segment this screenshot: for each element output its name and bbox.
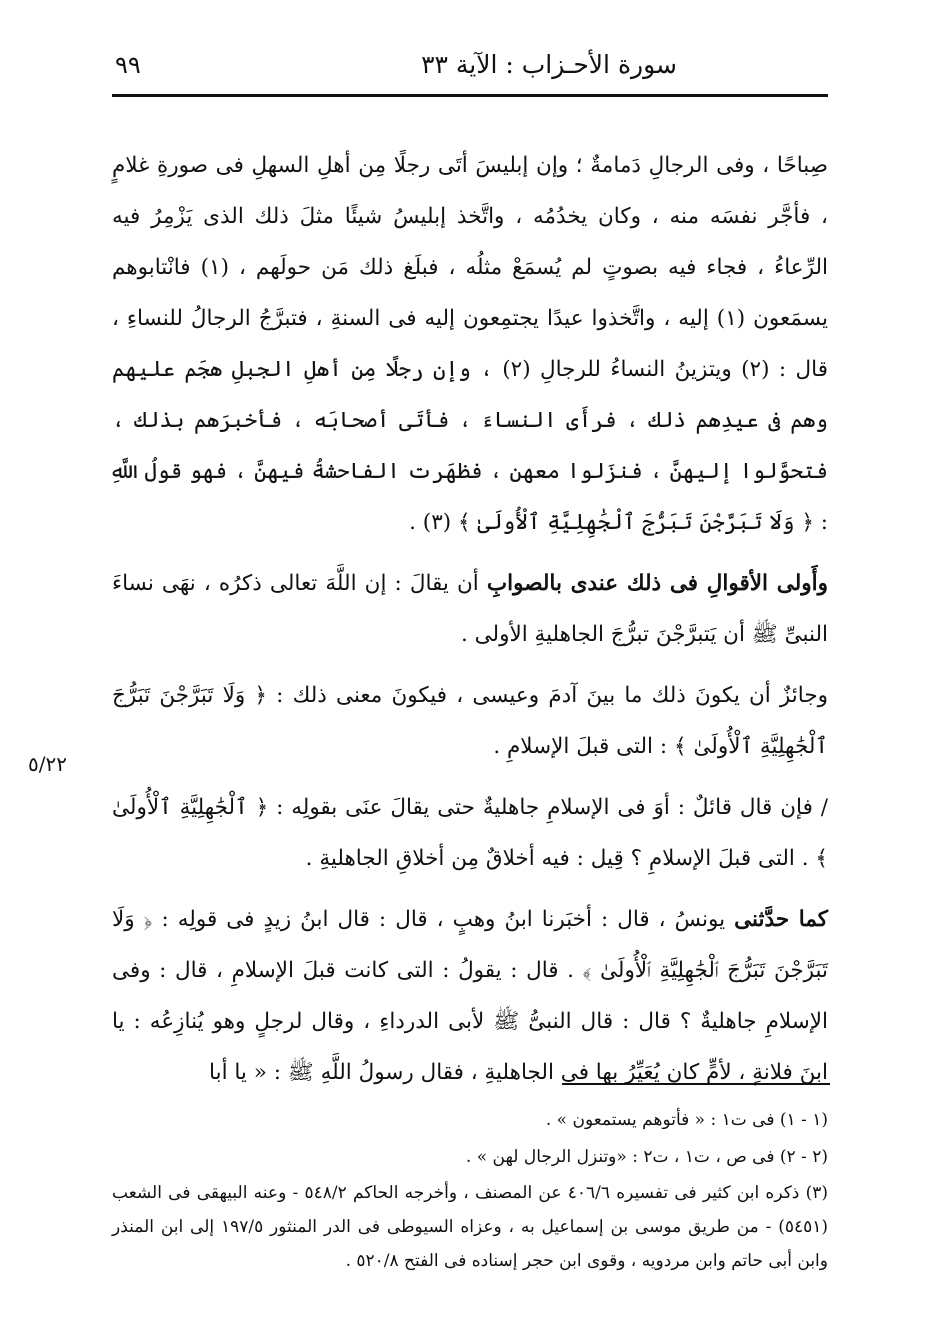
header-rule: [112, 94, 828, 97]
paragraph-lead: وأَولى الأقوالِ فى ذلك عندى بالصوابِ: [486, 571, 828, 596]
page-header: [115, 45, 827, 87]
paragraph-text: / فإن قال قائلٌ : أوَ فى الإسلامِ جاهليةٌ حتى يقالَ عنَى بقولِه : ﴿ ٱلْجَٰهِلِيَّةِ ٱلْأُولَىٰ ﴾ . التى قبلَ الإسلامِ ؟ قِيل : فيه أخلاقٌ مِن أخلاقِ الجاهليةِ .: [112, 795, 828, 871]
footnote-rule: [562, 1083, 830, 1085]
paragraph-lead: كما حدَّثنى: [734, 907, 828, 932]
paragraph-5: [112, 894, 828, 1098]
paragraph-2: [112, 558, 828, 660]
paragraph-3: [112, 670, 828, 772]
paragraph-1: [112, 140, 828, 548]
paragraph-text: وجائزٌ أن يكونَ ذلك ما بينَ آدمَ وعيسى ، فيكونَ معنى ذلك : ﴿ وَلَا تَبَرَّجْنَ تَبَرُّجَ ٱلْجَٰهِلِيَّةِ ٱلْأُولَىٰ ﴾ : التى قبلَ الإسلامِ .: [112, 683, 828, 759]
paragraph-text: صِباحًا ، وفى الرجالِ دَمامةٌ ؛ وإن إبليسَ أتَى رجلًا مِن أهلِ السهلِ فى صورةِ غلامٍ ، فأجَّر نفسَه منه ، وكان يخدُمُه ، واتَّخذ إبليسُ شيئًا مثلَ ذلك الذى يَزْمِرُ فيه الرِّعاءُ ، فجاء فيه بصوتٍ لم يُسمَعْ مثلُه ، فبلَغ ذلك مَن حولَهم ، (١) فانْتابوهم يسمَعون (١) إليه ، واتَّخذوا عيدًا يجتمِعون إليه فى السنةِ ، فتبرَّجُ الرجالُ للنساءِ ، قال : (٢) ويتزينُ النساءُ للرجالِ (٢) ، وإن رجلًا مِن أهلِ الجبلِ هجَم عليهم وهم فى عيدِهم ذلك ، فرأَى النساءَ ، فأتَى أصحابَه ، فأخبرَهم بذلك ، فتحوَّلوا إليهنَّ ، فنزَلوا معهن ، فظهَرت الفاحشةُ فيهنَّ ، فهو قولُ اللَّهِ : ﴿ وَلَا تَبَرَّجْنَ تَبَرُّجَ ٱلْجَٰهِلِيَّةِ ٱلْأُولَىٰ ﴾ (٣) .: [112, 153, 829, 535]
paragraph-text: أن يقالَ : إن اللَّهَ تعالى ذكرُه ، نهَى نساءَ النبىِّ ﷺ أن يَتبرَّجْنَ تبرُّجَ الجاهليةِ الأولى .: [112, 571, 828, 647]
footnote-3: (٣) ذكره ابن كثير فى تفسيره ٤٠٦/٦ عن المصنف ، وأخرجه الحاكم ٥٤٨/٢ - وعنه البيهقى فى الشعب (٥٤٥١) - من طريق موسى بن إسماعيل به ، وعزاه السيوطى فى الدر المنثور ١٩٧/٥ إلى ابن المنذر وابن أبى حاتم وابن مردويه ، وقوى ابن حجر إسناده فى الفتح ٥٢٠/٨ .: [112, 1183, 829, 1271]
main-text: [112, 140, 828, 1098]
footnote-2: (٢ - ٢) فى ص ، ت١ ، ت٢ : «وتنزل الرجال لهن » .: [465, 1147, 828, 1167]
paragraph-text: يونسُ ، قال : أخبَرنا ابنُ وهبٍ ، قال : قال ابنُ زيدٍ فى قولِه : ﴿ وَلَا تَبَرَّجْنَ تَبَرُّجَ ٱلْجَٰهِلِيَّةِ ٱلْأُولَىٰ ﴾ . قال : يقولُ : التى كانت قبلَ الإسلامِ ، قال : وفى الإسلامِ جاهليةٌ ؟ قال : قال النبىُّ ﷺ لأبى الدرداءِ ، وقال لرجلٍ وهو يُنازِعُه : يا ابنَ فلانةٍ ، لأمٍّ كان يُعَيِّرُ بها فى الجاهليةِ ، فقال رسولُ اللَّهِ ﷺ : « يا أبا: [112, 907, 828, 1085]
page-number: ٩٩: [115, 51, 141, 79]
margin-reference: ٥/٢٢: [28, 752, 67, 776]
footnotes: [112, 1102, 828, 1278]
paragraph-4: [112, 782, 828, 884]
footnote-1: (١ - ١) فى ت١ : « فأتوهم يستمعون » .: [545, 1110, 828, 1130]
running-title: سورة الأحـزاب : الآية ٣٣: [421, 50, 677, 79]
